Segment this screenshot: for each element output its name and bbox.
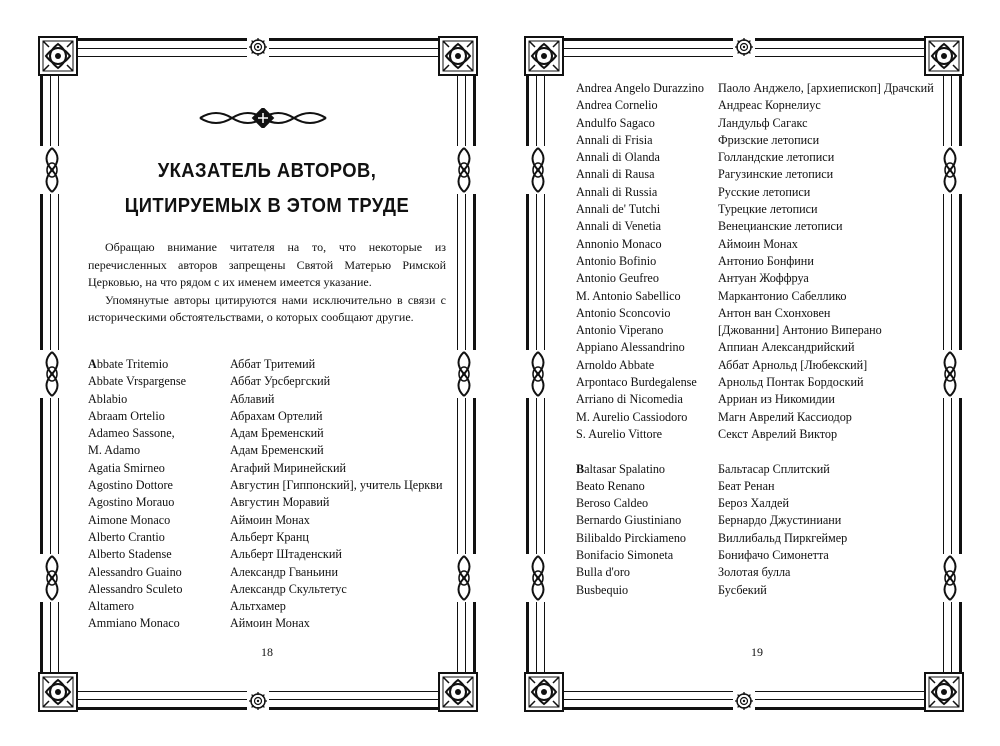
celtic-knot-side-icon <box>39 554 65 602</box>
intro-paragraph: Упомянутые авторы цитируются нами исключительно в связи с историческими обстоятельствами, о которых сообщают другие. <box>88 292 446 324</box>
list-item <box>88 529 446 546</box>
latin-name: M. Aurelio Cassiodoro <box>576 409 688 424</box>
list-item <box>576 253 938 270</box>
list-item <box>576 166 938 183</box>
celtic-knot-side-icon <box>451 350 477 398</box>
section-letter: A <box>88 357 97 371</box>
list-item <box>576 339 938 356</box>
russian-name: Аблавий <box>230 391 275 406</box>
list-item <box>576 132 938 149</box>
celtic-knot-corner-icon <box>524 36 564 76</box>
latin-name: Antonio Sconcovio <box>576 305 671 320</box>
list-item <box>576 115 938 132</box>
list-item <box>88 408 446 425</box>
russian-name: Адам Бременский <box>230 443 324 458</box>
russian-name: Аббат Тритемий <box>230 357 316 371</box>
russian-name: Маркантонио Сабеллико <box>718 288 847 303</box>
list-item <box>88 442 446 459</box>
list-item <box>576 512 938 529</box>
russian-name: Рагузинские летописи <box>718 167 834 182</box>
latin-name: Adameo Sassone, <box>88 426 175 441</box>
list-item <box>576 270 938 287</box>
latin-name: Annali di Russia <box>576 184 658 199</box>
russian-name: Абрахам Ортелий <box>230 408 323 423</box>
list-item <box>576 461 938 478</box>
latin-name: Altamero <box>88 599 135 614</box>
latin-name: Andrea Cornelio <box>576 98 658 113</box>
russian-name: Александр Скультетус <box>230 581 347 596</box>
latin-name: Arnoldo Abbate <box>576 357 655 372</box>
list-item <box>576 357 938 374</box>
latin-name: Abbate Vrspargense <box>88 374 186 389</box>
list-item <box>576 374 938 391</box>
list-item <box>88 546 446 563</box>
list-item <box>576 218 938 235</box>
list-item <box>576 478 938 495</box>
russian-name: Аймоин Монах <box>230 616 310 631</box>
list-item <box>576 236 938 253</box>
list-item <box>576 564 938 581</box>
latin-name: Alberto Crantio <box>88 529 165 544</box>
latin-name: Bonifacio Simoneta <box>576 548 674 563</box>
list-item <box>88 391 446 408</box>
latin-name: Bilibaldo Pirckiameno <box>576 530 687 545</box>
list-item <box>576 201 938 218</box>
list-item <box>576 530 938 547</box>
russian-name: Фризские летописи <box>718 132 820 147</box>
list-item <box>576 495 938 512</box>
russian-name: Адам Бременский <box>230 426 324 441</box>
russian-name: Альберт Штаденский <box>230 547 342 562</box>
celtic-knot-corner-icon <box>38 672 78 712</box>
celtic-knot-side-icon <box>525 146 551 194</box>
russian-name: Беат Ренан <box>718 478 775 493</box>
list-item <box>88 564 446 581</box>
latin-name: Agatia Smirneo <box>88 460 165 475</box>
ornamental-divider-icon <box>198 108 328 128</box>
latin-name: Annali di Frisia <box>576 132 653 147</box>
list-item <box>88 512 446 529</box>
russian-name: Бонифачо Симонетта <box>718 548 829 563</box>
author-index-list <box>88 356 446 633</box>
latin-name: Antonio Bofinio <box>576 253 657 268</box>
list-item <box>576 409 938 426</box>
list-item <box>576 547 938 564</box>
latin-name: Alessandro Sculeto <box>88 581 183 596</box>
latin-name: Andrea Angelo Durazzino <box>576 81 704 95</box>
russian-name: Русские летописи <box>718 184 811 199</box>
russian-name: Аппиан Александрийский <box>718 340 855 355</box>
index-title-line1: УКАЗАТЕЛЬ АВТОРОВ, <box>157 160 377 182</box>
celtic-knot-side-icon <box>525 350 551 398</box>
latin-name: Andulfo Sagaco <box>576 115 655 130</box>
list-item <box>88 581 446 598</box>
latin-name: Baltasar Spalatino <box>576 461 666 476</box>
latin-name: Aimone Monaco <box>88 512 171 527</box>
latin-name: Busbequio <box>576 582 629 597</box>
list-item <box>576 80 938 97</box>
author-index-list <box>576 80 938 599</box>
list-item <box>576 288 938 305</box>
celtic-knot-side-icon <box>39 146 65 194</box>
section-letter: B <box>576 461 585 476</box>
list-item <box>88 356 446 373</box>
latin-name: Annali di Venetia <box>576 219 662 234</box>
latin-name: Ablabio <box>88 391 128 406</box>
index-title-line2: ЦИТИРУЕМЫХ В ЭТОМ ТРУДЕ <box>124 195 410 217</box>
intro-paragraph: Обращаю внимание читателя на то, что некоторые из перечисленных авторов запрещены Святой Матерью Римской Церковью, на что рядом с их именем имеется указание. <box>88 240 446 289</box>
list-item <box>576 426 938 443</box>
latin-name: Arriano di Nicomedia <box>576 392 683 407</box>
latin-name: Ammiano Monaco <box>88 616 180 631</box>
russian-name: Антуан Жоффруа <box>718 271 809 286</box>
list-item <box>88 477 446 494</box>
russian-name: Аббат Урсбергский <box>230 374 331 389</box>
russian-name: Бероз Халдей <box>718 496 789 511</box>
russian-name: Бернардо Джустиниани <box>718 513 842 528</box>
celtic-knot-side-icon <box>937 350 963 398</box>
latin-name: Annali di Olanda <box>576 150 660 165</box>
page-number: 18 <box>261 645 273 659</box>
latin-name: Annali de' Tutchi <box>576 202 661 217</box>
list-item <box>88 598 446 615</box>
list-item <box>88 460 446 477</box>
latin-name: M. Antonio Sabellico <box>576 288 681 303</box>
latin-name: Abraam Ortelio <box>88 408 165 423</box>
russian-name: Голландские летописи <box>718 150 835 165</box>
russian-name: Августин Моравий <box>230 495 330 510</box>
russian-name: Бальтасар Сплитский <box>718 461 830 476</box>
left-page <box>40 38 476 710</box>
russian-name: Антонио Бонфини <box>718 253 814 268</box>
list-item <box>576 322 938 339</box>
latin-name: Antonio Viperano <box>576 323 664 338</box>
russian-name: Бусбекий <box>718 582 767 597</box>
latin-name: Arpontaco Burdegalense <box>576 375 697 390</box>
latin-name: Agostino Dottore <box>88 478 173 493</box>
right-page <box>526 38 962 710</box>
russian-name: Александр Гваньини <box>230 564 338 579</box>
russian-name: Виллибальд Пиркгеймер <box>718 530 848 545</box>
latin-name: M. Adamo <box>88 443 141 458</box>
russian-name: Магн Аврелий Кассиодор <box>718 409 852 424</box>
russian-name: Аймоин Монах <box>230 512 310 527</box>
russian-name: Арнольд Понтак Бордоский <box>718 375 864 390</box>
list-item <box>88 494 446 511</box>
russian-name: Аймоин Монах <box>718 236 798 251</box>
latin-name: Beato Renano <box>576 478 645 493</box>
list-item <box>576 184 938 201</box>
list-item <box>576 97 938 114</box>
latin-name: Abbate Tritemio <box>88 357 169 371</box>
celtic-knot-side-icon <box>937 146 963 194</box>
russian-name: Альтхамер <box>230 599 286 614</box>
russian-name: Паоло Анджело, [архиепископ] Драчский <box>718 81 934 95</box>
russian-name: Золотая булла <box>718 565 791 580</box>
celtic-knot-corner-icon <box>524 672 564 712</box>
russian-name: Аббат Арнольд [Любекский] <box>718 357 868 372</box>
latin-name: S. Aurelio Vittore <box>576 426 663 441</box>
latin-name: Appiano Alessandrino <box>576 340 685 355</box>
latin-name: Annonio Monaco <box>576 236 662 251</box>
celtic-knot-side-icon <box>525 554 551 602</box>
list-item <box>576 391 938 408</box>
latin-name: Alessandro Guaino <box>88 564 182 579</box>
celtic-knot-side-icon <box>451 554 477 602</box>
list-item <box>88 373 446 390</box>
russian-name: Августин [Гиппонский], учитель Церкви <box>230 478 443 493</box>
celtic-knot-side-icon <box>39 350 65 398</box>
latin-name: Bernardo Giustiniano <box>576 513 682 528</box>
list-item <box>88 615 446 632</box>
russian-name: Ландульф Сагакс <box>718 115 808 130</box>
latin-name: Bulla d'oro <box>576 565 630 580</box>
celtic-knot-side-icon <box>937 554 963 602</box>
latin-name: Agostino Morauo <box>88 495 175 510</box>
russian-name: Секст Аврелий Виктор <box>718 426 838 441</box>
russian-name: [Джованни] Антонио Виперано <box>718 323 882 338</box>
latin-name: Beroso Caldeo <box>576 496 649 511</box>
list-item <box>88 425 446 442</box>
celtic-knot-corner-icon <box>38 36 78 76</box>
list-item <box>576 149 938 166</box>
latin-name: Antonio Geufreo <box>576 271 659 286</box>
russian-name: Турецкие летописи <box>718 202 818 217</box>
russian-name: Агафий Миринейский <box>230 460 347 475</box>
list-item <box>576 305 938 322</box>
latin-name: Alberto Stadense <box>88 547 172 562</box>
russian-name: Арриан из Никомидии <box>718 392 835 407</box>
intro-text <box>88 239 446 327</box>
page-number: 19 <box>751 645 763 659</box>
russian-name: Альберт Кранц <box>230 529 309 544</box>
russian-name: Антон ван Схонховен <box>718 305 831 320</box>
celtic-knot-side-icon <box>451 146 477 194</box>
russian-name: Андреас Корнелиус <box>718 98 821 113</box>
latin-name: Annali di Rausa <box>576 167 655 182</box>
russian-name: Венецианские летописи <box>718 219 843 234</box>
list-item <box>576 582 938 599</box>
